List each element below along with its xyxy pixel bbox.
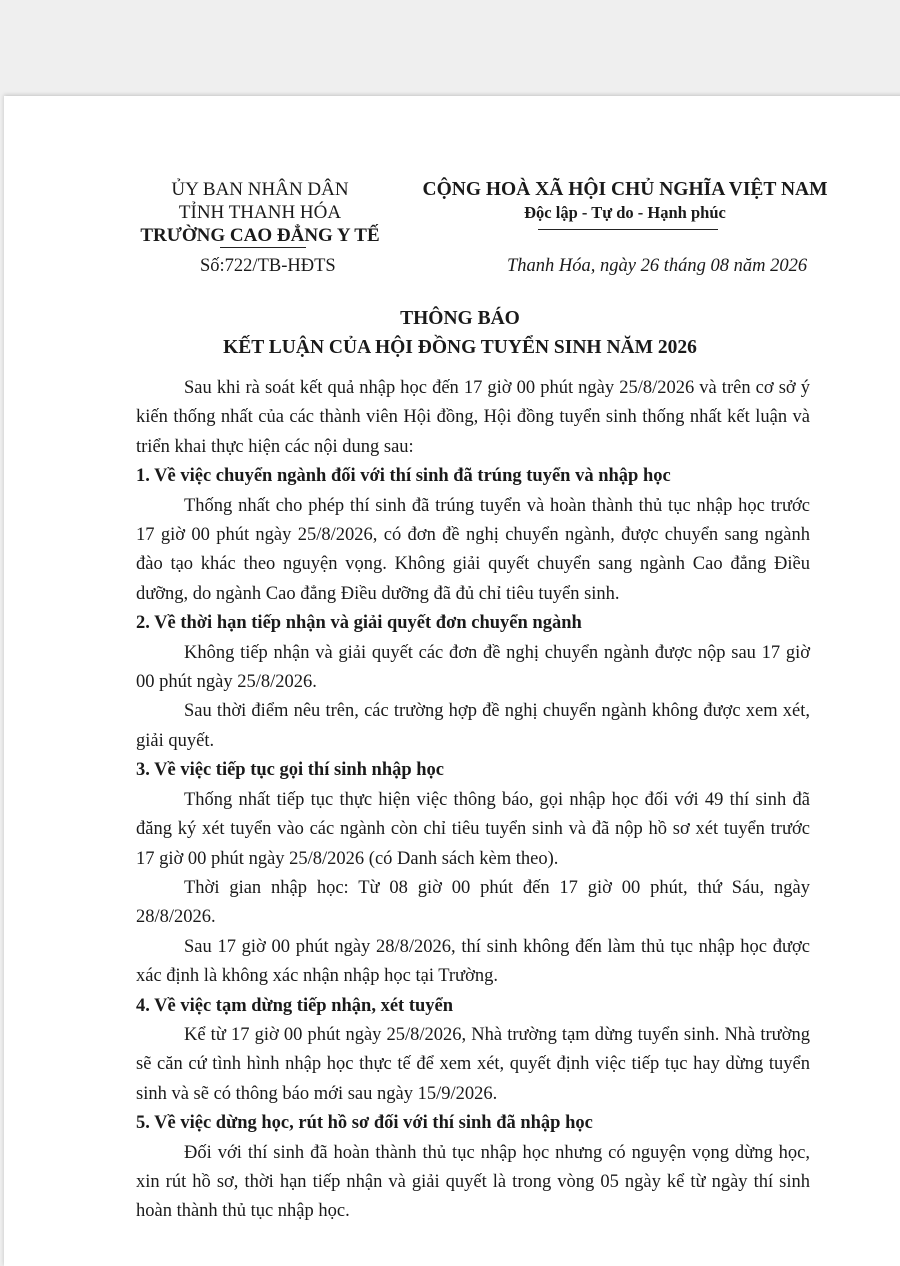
school-name: TRƯỜNG CAO ĐẲNG Y TẾ [140,225,380,246]
section-1-heading: 1. Về việc chuyển ngành đối với thí sinh đã trúng tuyển và nhập học [136,466,671,487]
motto-underline [538,229,718,230]
section-1-paragraph-1: Thống nhất cho phép thí sinh đã trúng tuyển và hoàn thành thủ tục nhập học trước 17 giờ 00 phút ngày 25/8/2026, có đơn đề nghị chuyển ngành, được chuyển sang ngành đào tạo khác theo nguyện vọng. Không giải quyết chuyển sang ngành Cao đẳng Điều dưỡng, do ngành Cao đẳng Điều dưỡng đã đủ chỉ tiêu tuyển sinh. [136,495,810,604]
agency-line-2: TỈNH THANH HÓA [178,202,342,223]
section-2-paragraph-2: Sau thời điểm nêu trên, các trường hợp đề nghị chuyển ngành không được xem xét, giải quyết. [136,701,810,751]
section-3-heading: 3. Về việc tiếp tục gọi thí sinh nhập học [136,760,445,781]
school-underline [220,247,306,248]
national-motto: Độc lập - Tự do - Hạnh phúc [524,203,726,222]
section-3-paragraph-1: Thống nhất tiếp tục thực hiện việc thông báo, gọi nhập học đối với 49 thí sinh đã đăng ký xét tuyển vào các ngành còn chỉ tiêu tuyển sinh và đã nộp hồ sơ xét tuyển trước 17 giờ 00 phút ngày 25/8/2026 (có Danh sách kèm theo). [136,789,810,869]
intro-paragraph: Sau khi rà soát kết quả nhập học đến 17 giờ 00 phút ngày 25/8/2026 và trên cơ sở ý kiến thống nhất của các thành viên Hội đồng, Hội đồng tuyển sinh thống nhất kết luận và triển khai thực hiện các nội dung sau: [136,378,810,457]
section-4-heading: 4. Về việc tạm dừng tiếp nhận, xét tuyển [136,995,454,1016]
agency-line-1: ỦY BAN NHÂN DÂN [171,179,349,200]
section-2-heading: 2. Về thời hạn tiếp nhận và giải quyết đơn chuyển ngành [136,613,582,634]
document-subtitle: KẾT LUẬN CỦA HỘI ĐỒNG TUYỂN SINH NĂM 2026 [223,337,697,358]
issuing-agency [140,178,380,247]
document-number: Số:722/TB-HĐTS [200,256,336,276]
document-body [136,374,810,1227]
section-5-paragraph-1: Đối với thí sinh đã hoàn thành thủ tục nhập học nhưng có nguyện vọng dừng học, xin rút hồ sơ, thời hạn tiếp nhận và giải quyết là trong vòng 05 ngày kể từ ngày thí sinh hoàn thành thủ tục nhập học. [136,1142,810,1222]
section-2-paragraph-1: Không tiếp nhận và giải quyết các đơn đề nghị chuyển ngành được nộp sau 17 giờ 00 phút ngày 25/8/2026. [136,642,810,693]
section-5-heading: 5. Về việc dừng học, rút hồ sơ đối với thí sinh đã nhập học [136,1113,593,1134]
section-4-paragraph-1: Kể từ 17 giờ 00 phút ngày 25/8/2026, Nhà trường tạm dừng tuyển sinh. Nhà trường sẽ căn cứ tình hình nhập học thực tế để xem xét, quyết định việc tiếp tục hay dừng tuyển sinh và sẽ có thông báo mới sau ngày 15/9/2026. [136,1024,810,1104]
document-title: THÔNG BÁO [400,308,520,329]
nation-name: CỘNG HOÀ XÃ HỘI CHỦ NGHĨA VIỆT NAM [422,179,828,200]
section-3-paragraph-2: Thời gian nhập học: Từ 08 giờ 00 phút đến 17 giờ 00 phút, thứ Sáu, ngày 28/8/2026. [136,877,810,928]
place-and-date: Thanh Hóa, ngày 26 tháng 08 năm 2026 [507,256,808,276]
section-3-paragraph-3: Sau 17 giờ 00 phút ngày 28/8/2026, thí sinh không đến làm thủ tục nhập học được xác định là không xác nhận nhập học tại Trường. [136,936,810,987]
national-header [405,178,845,224]
